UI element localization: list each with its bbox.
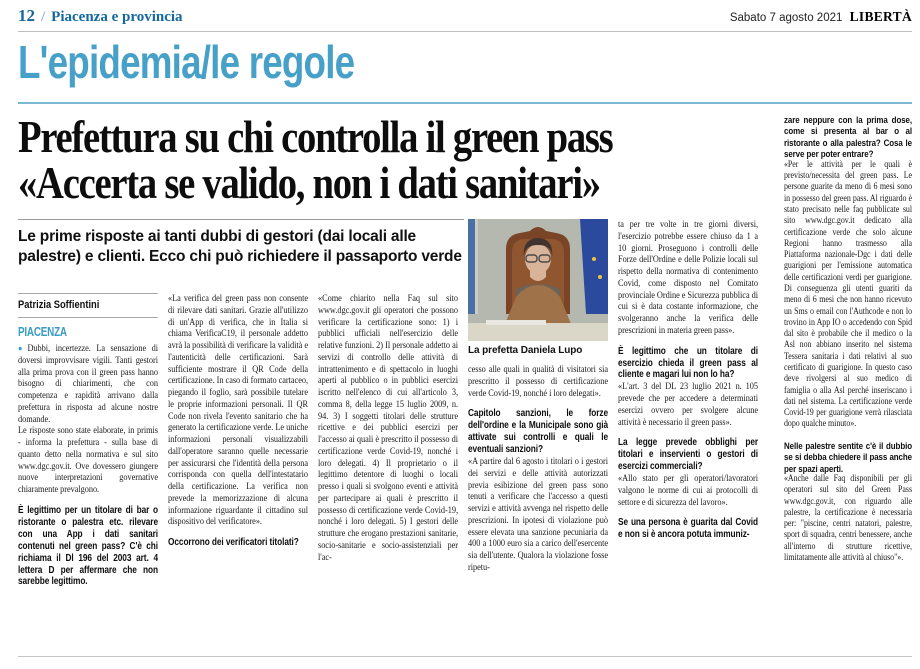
paragraph: «Anche dalle Faq disponibili per gli operatori sul sito del Green Pass www.dgc.gov.it, con riguardo alle palestre, la certificazione è necessaria per: "piscine, centri natatori, palestre, sport di squadra, centri benessere, anche all'interno di strutture ricettive, limitatamente alle attività al chiuso"». xyxy=(784,474,912,563)
byline-block xyxy=(18,293,158,318)
slash-separator-icon: / xyxy=(41,9,46,25)
bottom-rule xyxy=(18,656,912,657)
interview-question: Se una persona è guarita dal Covid e non si è ancora potuta immuniz- xyxy=(618,517,758,541)
newspaper-brand: LIBERTÀ xyxy=(849,9,912,24)
column-5-text xyxy=(618,219,758,541)
paragraph: ta per tre volte in tre giorni diversi, l'esercizio potrebbe essere chiuso da 1 a 10 giorni. Proseguono i controlli delle Forze dell'Ordine e delle Polizie locali sul rispetto della normativa di contenimento Covid, come disposto nel Comitato provinciale Ordine e Sicurezza pubblica di cui si è data costante informazione, che svolgeranno anche la verifica delle prescrizioni in materia green pass». xyxy=(618,219,759,336)
masthead-right xyxy=(730,9,912,25)
byline: Patrizia Soffientini xyxy=(18,299,100,312)
paragraph-text: Dubbi, incertezze. La sensazione di doversi improvvisare vigili. Tanti gestori alla prima prova con il green pass hanno bisogno di chiarimenti, che con competenza e rapidità arrivano dalla prefettura in risposta ad alcune nostre domande. xyxy=(18,343,158,425)
paragraph: «La verifica del green pass non consente di rilevare dati sanitari. Grazie all'utilizzo di un'App di verifica, che in Italia si chiama VerificaC19, il personale addetto avrà la possibilità di verificare la validità e l'autenticità delle certificazioni. Sarà sufficiente mostrare il QR Code della certificazione. In caso di formato cartaceo, piegando il foglio, sarà possibile tutelare le proprie informazioni personali. Il QR Code non rivela l'evento sanitario che ha generato la certificazione verde. Le uniche informazioni personali visualizzabili dall'operatore saranno quelle necessarie per assicurarsi che l'identità della persona corrisponda con quella dell'intestatario della certificazione. La verifica non prevede la memorizzazione di alcuna informazione riguardante il cittadino sul dispositivo del verificatore». xyxy=(168,293,308,528)
subhead-rule xyxy=(18,219,464,220)
article-headline xyxy=(18,111,766,208)
body-column-3 xyxy=(318,219,458,619)
interview-question: zare neppure con la prima dose, come si presenta al bar o al ristorante o alla palestra? Cosa le serve per poter entrare? xyxy=(784,114,912,160)
body-column-4 xyxy=(468,219,608,619)
paragraph: «A partire dal 6 agosto i titolari o i gestori dei servizi e delle attività autorizzati previa esibizione del green pass sono tenuti a verificare che l'accesso a questi servizi e attività avvenga nel rispetto delle prescrizioni. In ipotesi di violazione può essere elevata una sanzione pecuniaria da 400 a 1000 euro sia a carico dell'esercente sia dell'utente. Qualora la violazione fosse ripetu- xyxy=(468,456,608,573)
article-body xyxy=(18,219,766,619)
paragraph xyxy=(18,343,158,425)
interview-question: La legge prevede obblighi per titolari e inservienti o gestori di esercizi commerciali? xyxy=(618,437,758,473)
interview-question: È legittimo che un titolare di esercizio chieda il green pass al cliente e magari lui non lo ha? xyxy=(618,345,758,381)
interview-question: Occorrono dei verificatori titolati? xyxy=(168,537,299,549)
kicker-title: L'epidemia/le regole xyxy=(18,36,355,88)
interview-question: Nelle palestre sentite c'è il dubbio se si debba chiedere il pass anche per spazi aperti. xyxy=(784,439,912,474)
kicker-section xyxy=(18,32,912,104)
column-1-text xyxy=(18,293,158,588)
interview-question: Capitolo sanzioni, le forze dell'ordine e la Municipale sono già attivate sui controlli e quali le eventuali sanzioni? xyxy=(468,408,608,456)
paragraph: «Come chiarito nella Faq sul sito www.dgc.gov.it gli operatori che possono verificare la certificazione sono: 1) i pubblici ufficiali nell'esercizio delle relative funzioni. 2) Il personale addetto ai servizi di controllo delle attività di intrattenimento e di spettacolo in luoghi aperti al pubblico o in pubblici esercizi iscritto nell'elenco di cui all'articolo 3, comma 8, della legge 15 luglio 2009, n. 94. 3) I soggetti titolari delle strutture ricettive e dei pubblici esercizi per l'accesso ai quali è prescritto il possesso di certificazione verde Covid-19, nonché i loro delegati. 4) Il proprietario o il legittimo detentore di luoghi o locali presso i quali si svolgono eventi e attività per partecipare ai quali è prescritto il possesso di certificazione verde Covid-19, nonché i loro delegati. 5) I gestori delle strutture che erogano prestazioni sanitarie, socio-sanitarie e socio-assistenziali per l'ac- xyxy=(318,293,458,563)
section-title: Piacenza e provincia xyxy=(51,9,183,25)
body-column-2 xyxy=(168,219,308,619)
interview-question: È legittimo per un titolare di bar o ristorante o palestra etc. rilevare con una App i dati sanitari contenuti nel green pass? C'è chi richiama il Dl 196 del 2003 art. 4 lettera D per affermare che non sarebbe legittimo. xyxy=(18,504,158,588)
column-4-text xyxy=(468,364,608,574)
bullet-icon: ● xyxy=(18,343,26,354)
dateline: PIACENZA xyxy=(18,324,67,340)
paragraph: Le risposte sono state elaborate, in primis - informa la prefettura - sulla base di quanto detto nella normativa e sul sito www.dgc.gov.it. Ove dovessero giungere nuove interpretazioni governative chiaramente prevalgono. xyxy=(18,425,158,496)
column-6-text xyxy=(784,114,912,564)
masthead xyxy=(18,6,912,32)
subhead-block xyxy=(18,219,464,267)
body-column-6 xyxy=(784,112,912,619)
body-column-1 xyxy=(18,219,158,619)
paragraph: «Allo stato per gli operatori/lavoratori valgono le norme di cui ai protocolli di settore e di sicurezza del lavoro». xyxy=(618,473,758,508)
page-number: 12 xyxy=(18,6,35,25)
headline-line-2: «Accerta se valido, non i dati sanitari» xyxy=(18,156,600,208)
article-content xyxy=(18,112,912,619)
body-column-5 xyxy=(618,219,758,619)
photo-caption: La prefetta Daniela Lupo xyxy=(468,345,583,357)
paragraph: «Per le attività per le quali è previsto/necessita del green pass. Le persone guarite da meno di 6 mesi sono in possesso del green pass. Al riguardo è stato precisato nelle faq pubblicate sul sito www.dgc.gov.it dedicato alla certificazione verde che solo alcune Regioni hanno trasmesso alla Piattaforma nazionale-Dgc i dati delle guarigioni per l'emissione automatica delle certificazioni verdi per guarigione. Di conseguenza gli utenti guariti da meno di 6 mesi che non hanno ricevuto un Sms o email con l'Authcode e non lo trovino in App IO o accedendo con Spid dal sito è probabile che il medico o la Asl non abbiano inserito nel sistema Tessera sanitaria i dati relativi al suo certificato di guarigione. In questo caso deve rivolgersi al suo medico di famiglia o alla Asl perché inseriscano i dati nel sistema. La certificazione verde Covid-19 per guarigione verrà rilasciata dopo qualche minuto». xyxy=(784,159,912,430)
paragraph: cesso alle quali in qualità di visitatori sia prescritto il possesso di certificazione verde Covid-19, nonché i loro delegati». xyxy=(468,364,608,399)
issue-date: Sabato 7 agosto 2021 xyxy=(729,12,843,24)
rule-tick-icon xyxy=(18,219,41,220)
masthead-left xyxy=(18,6,183,26)
paragraph: «L'art. 3 del DL 23 luglio 2021 n. 105 prevede che per accedere a determinati esercizi ovvero per svolgere alcune attività è necessario il green pass». xyxy=(618,381,758,428)
column-3-text xyxy=(318,293,458,563)
column-2-text xyxy=(168,293,308,549)
prefect-photo xyxy=(468,219,608,356)
article-main xyxy=(18,112,766,619)
article-subhead: Le prime risposte ai tanti dubbi di gestori (dai locali alle palestre) e clienti. Ecco chi può richiedere il passaporto verde xyxy=(18,228,462,265)
prefect-photo-image xyxy=(468,219,608,341)
headline-line-1: Prefettura su chi controlla il green pass xyxy=(18,111,613,162)
